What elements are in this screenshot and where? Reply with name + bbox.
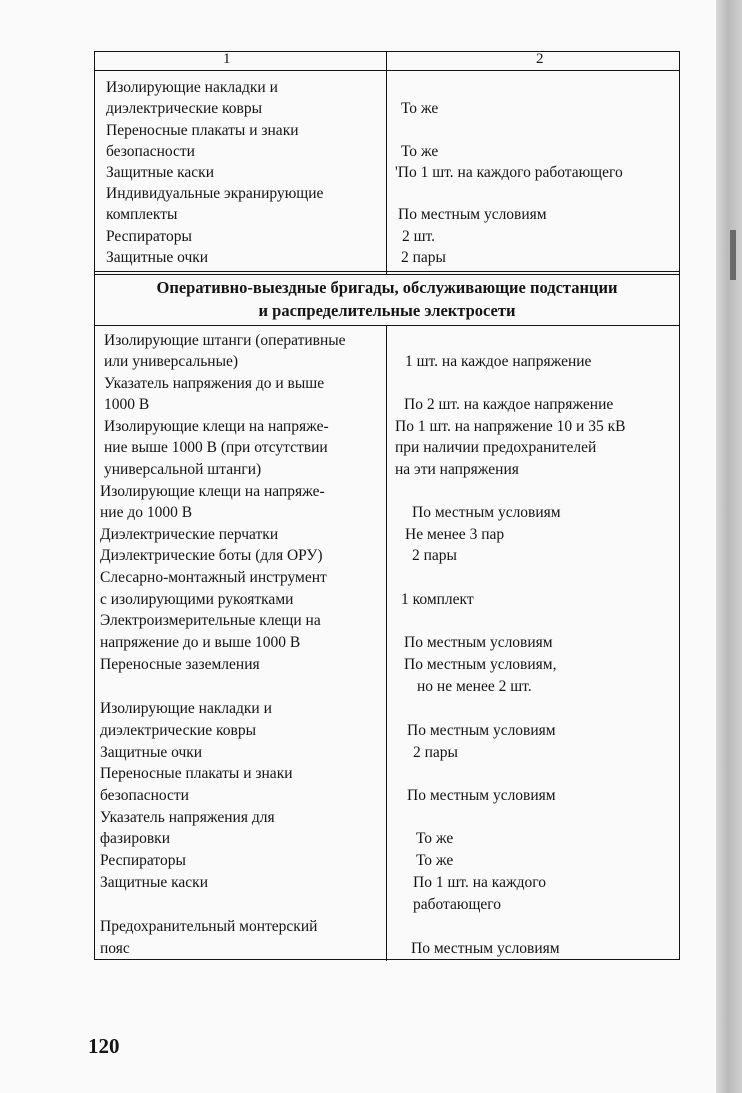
s1-left-line: Индивидуальные экранирующие (106, 185, 324, 202)
s1-left-line: Переносные плакаты и знаки (106, 122, 299, 139)
column-divider-top (386, 52, 387, 274)
column-number-2: 2 (536, 51, 544, 67)
s2-left-line: Изолирующие штанги (оперативные (104, 332, 346, 349)
s2-left-line: Диэлектрические перчатки (100, 526, 279, 543)
s2-right-line: По местным условиям (412, 504, 561, 521)
s2-left-line: или универсальные) (104, 353, 239, 370)
s1-right-line: По местным условиям (398, 206, 547, 223)
s2-right-line: на эти напряжения (395, 461, 519, 478)
s2-right-line: То же (416, 830, 454, 847)
s2-left-line: фазировки (100, 830, 170, 847)
header-rule (95, 70, 679, 71)
s2-right-line: По местным условиям (404, 634, 553, 651)
s2-right-line: По местным условиям, (404, 656, 557, 673)
s2-right-line: По 2 шт. на каждое напряжение (404, 396, 614, 413)
s1-left-line: диэлектрические ковры (106, 100, 262, 117)
section-rule-bottom (95, 325, 679, 326)
s1-right-line: То же (401, 100, 439, 117)
s2-left-line: Предохранительный монтерский (100, 918, 318, 935)
equipment-table (94, 51, 680, 960)
s2-left-line: напряжение до и выше 1000 В (100, 634, 301, 651)
s1-right-line: 2 шт. (402, 228, 436, 245)
section-header-line: и распределительные электросети (258, 301, 516, 320)
s1-right-line: 'По 1 шт. на каждого работающего (395, 164, 623, 181)
s2-left-line: Указатель напряжения для (100, 809, 275, 826)
s2-right-line: По местным условиям (411, 940, 560, 957)
s2-right-line: 2 пары (413, 744, 458, 761)
s2-right-line: По местным условиям (407, 722, 556, 739)
s2-left-line: Переносные заземления (100, 656, 260, 673)
section-header-line: Оперативно-выездные бригады, обслуживающие подстанции (156, 278, 618, 297)
s2-left-line: Защитные каски (100, 874, 208, 891)
s2-right-line: 1 комплект (401, 591, 474, 608)
s2-left-line: универсальной штанги) (104, 461, 262, 478)
s2-right-line: работающего (413, 896, 502, 913)
s2-right-line: То же (416, 852, 454, 869)
s2-right-line: 1 шт. на каждое напряжение (405, 353, 592, 370)
page-number: 120 (88, 1034, 120, 1058)
s2-left-line: Изолирующие клещи на напряже- (100, 483, 325, 500)
s2-left-line: Респираторы (100, 852, 186, 869)
s2-left-line: диэлектрические ковры (100, 722, 256, 739)
s2-left-line: пояс (100, 940, 130, 957)
s2-left-line: безопасности (100, 787, 189, 804)
s2-left-line: Изолирующие накладки и (100, 700, 272, 717)
s2-right-line: По местным условиям (407, 787, 556, 804)
s2-left-line: Изолирующие клещи на напряже- (104, 418, 329, 435)
s2-left-line: ние выше 1000 В (при отсутствии (104, 439, 328, 456)
s2-left-line: с изолирующими рукоятками (100, 591, 294, 608)
s2-left-line: Слесарно-монтажный инструмент (100, 569, 327, 586)
s1-left-line: безопасности (106, 143, 195, 160)
s1-right-line: 2 пары (401, 249, 446, 266)
s2-right-line: 2 пары (412, 547, 457, 564)
s2-right-line: По 1 шт. на напряжение 10 и 35 кВ (395, 418, 626, 435)
s1-left-line: Защитные каски (106, 164, 214, 181)
s1-right-line: То же (401, 143, 439, 160)
s1-left-line: Респираторы (106, 228, 192, 245)
page-edge-shadow (716, 0, 742, 1093)
s2-right-line: Не менее 3 пар (405, 526, 505, 543)
section-rule-top (95, 271, 679, 275)
s2-left-line: Защитные очки (100, 744, 203, 761)
s2-left-line: Указатель напряжения до и выше (104, 375, 325, 392)
s1-left-line: Защитные очки (106, 249, 209, 266)
s1-left-line: Изолирующие накладки и (106, 79, 278, 96)
s2-right-line: при наличии предохранителей (395, 439, 597, 456)
s2-right-line: но не менее 2 шт. (417, 678, 532, 695)
s2-left-line: Переносные плакаты и знаки (100, 765, 293, 782)
s2-left-line: ние до 1000 В (100, 504, 193, 521)
s2-left-line: Электроизмерительные клещи на (100, 612, 321, 629)
s2-left-line: 1000 В (104, 396, 150, 413)
s2-left-line: Диэлектрические боты (для ОРУ) (100, 547, 323, 564)
column-number-1: 1 (223, 51, 231, 67)
column-divider-bottom (386, 325, 387, 961)
s1-left-line: комплекты (106, 206, 178, 223)
s2-right-line: По 1 шт. на каждого (413, 874, 547, 891)
